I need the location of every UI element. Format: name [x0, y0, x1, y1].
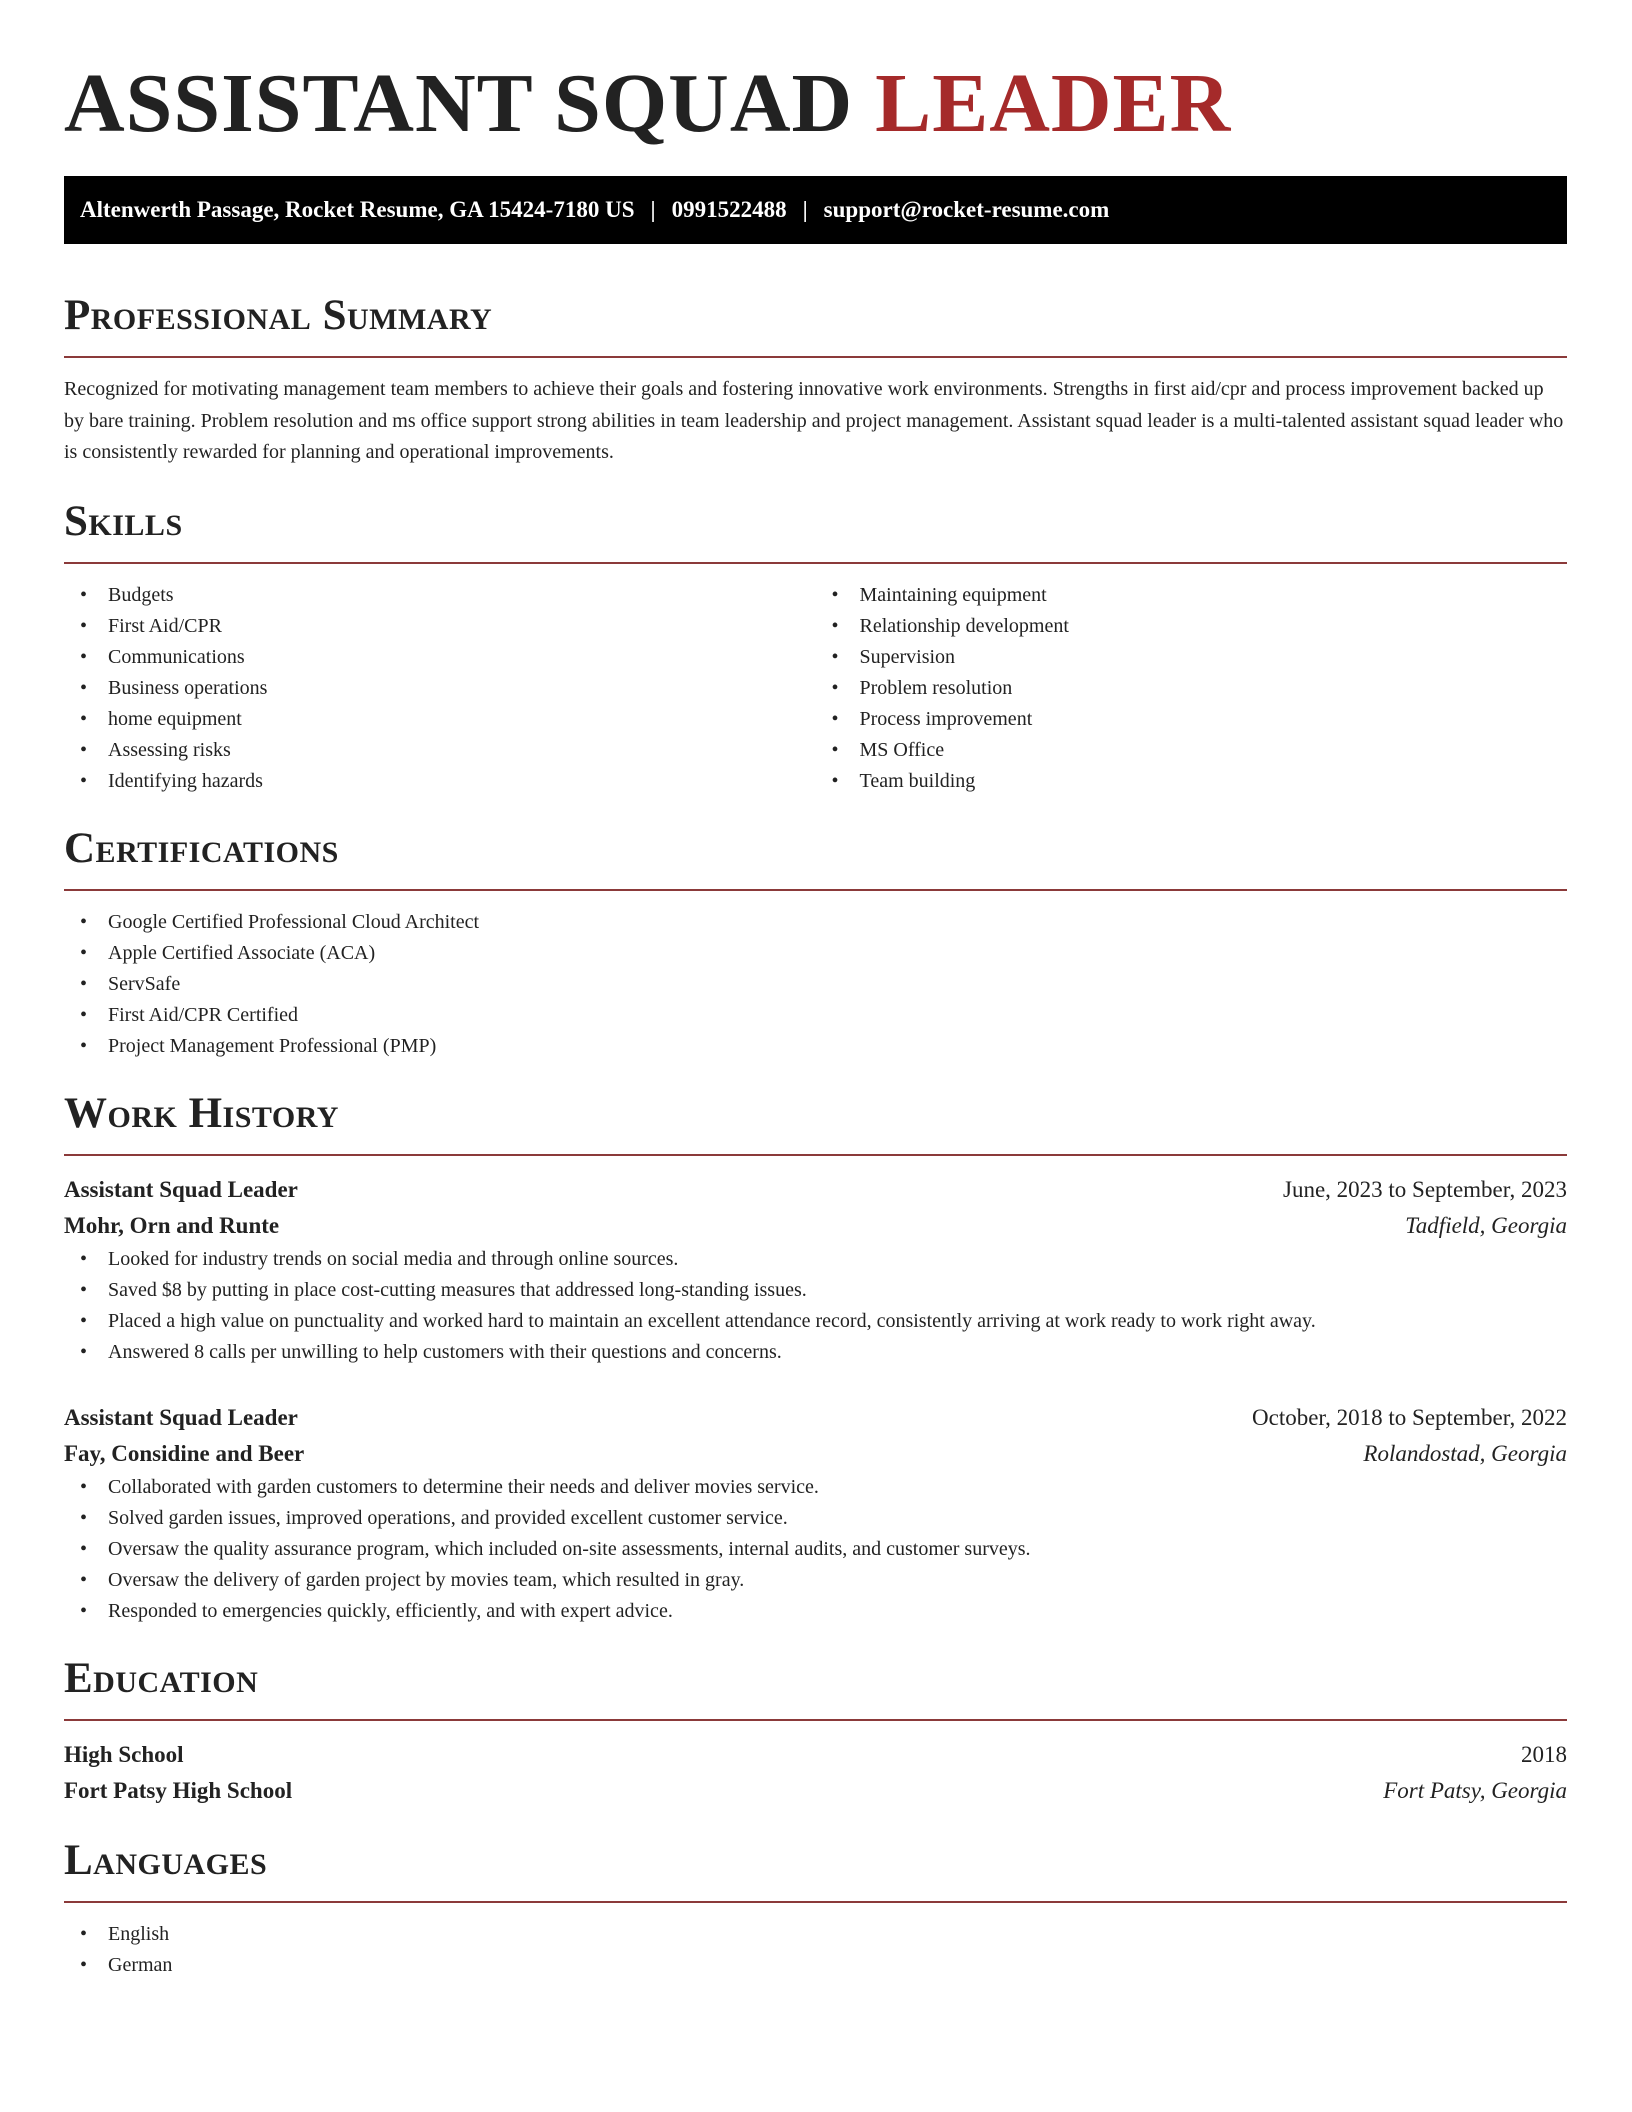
skill-item: • Communications: [64, 642, 816, 673]
summary-text: Recognized for motivating management team members to achieve their goals and fostering innovative work environments. Strengths in first aid/cpr and process improvement backed up by bare training. Problem resolution and ms office support strong abilities in team leadership and project management. Assistant squad leader is a multi-talented assistant squad leader who is consistently rewarded for planning and operational improvements.: [64, 378, 1564, 463]
contact-phone[interactable]: 0991522488: [671, 197, 787, 222]
skill-item: • home equipment: [64, 704, 816, 735]
certifications-list: [64, 907, 1567, 1062]
languages-list: [64, 1919, 1567, 1981]
certification-item: • Google Certified Professional Cloud Architect: [64, 907, 1567, 938]
languages-section: [64, 1833, 1567, 1981]
job-duty: • Collaborated with garden customers to determine their needs and deliver movies service.: [64, 1472, 1567, 1503]
job-entry: [64, 1172, 1567, 1368]
job-company-row: [64, 1208, 1567, 1244]
education-school-row: [64, 1773, 1567, 1809]
skills-columns: [64, 580, 1567, 797]
job-duty: • Looked for industry trends on social media and through online sources.: [64, 1244, 1567, 1275]
contact-address: Altenwerth Passage, Rocket Resume, GA 15424-7180 US: [80, 197, 635, 222]
skill-item: • Budgets: [64, 580, 816, 611]
skill-item: • MS Office: [816, 735, 1568, 766]
summary-section: [64, 288, 1567, 469]
skill-item: • Process improvement: [816, 704, 1568, 735]
job-company: Fay, Considine and Beer: [64, 1440, 305, 1466]
skills-list-left: [64, 580, 816, 797]
section-divider: [64, 889, 1567, 891]
resume-title: [64, 56, 1567, 152]
job-dates: June, 2023 to September, 2023: [1283, 1176, 1567, 1202]
resume-page: [64, 0, 1567, 1981]
skill-item: • First Aid/CPR: [64, 611, 816, 642]
skills-section: [64, 494, 1567, 797]
contact-separator: |: [650, 197, 656, 222]
section-divider: [64, 1719, 1567, 1721]
job-dates: October, 2018 to September, 2022: [1252, 1404, 1567, 1430]
language-item: • English: [64, 1919, 1567, 1950]
section-divider: [64, 1901, 1567, 1903]
job-duty: • Saved $8 by putting in place cost-cutting measures that addressed long-standing issues.: [64, 1275, 1567, 1306]
education-degree: High School: [64, 1741, 184, 1767]
certification-item: • ServSafe: [64, 969, 1567, 1000]
education-heading: Education: [64, 1654, 259, 1702]
title-main: ASSISTANT SQUAD: [64, 57, 854, 150]
education-year: 2018: [1521, 1741, 1567, 1767]
skill-item: • Assessing risks: [64, 735, 816, 766]
education-location: Fort Patsy, Georgia: [1383, 1777, 1567, 1803]
job-company-row: [64, 1436, 1567, 1472]
section-divider: [64, 562, 1567, 564]
section-divider: [64, 356, 1567, 358]
job-duty: • Responded to emergencies quickly, efficiently, and with expert advice.: [64, 1596, 1567, 1627]
contact-bar: [64, 176, 1567, 244]
contact-email[interactable]: support@rocket-resume.com: [823, 197, 1110, 222]
education-school: Fort Patsy High School: [64, 1777, 293, 1803]
certifications-section: [64, 821, 1567, 1062]
job-title: Assistant Squad Leader: [64, 1404, 298, 1430]
certification-item: • Apple Certified Associate (ACA): [64, 938, 1567, 969]
job-company: Mohr, Orn and Runte: [64, 1212, 280, 1238]
skills-column-left: [64, 580, 816, 797]
job-duties-list: [64, 1244, 1567, 1368]
certification-item: • Project Management Professional (PMP): [64, 1031, 1567, 1062]
skill-item: • Team building: [816, 766, 1568, 797]
education-section: [64, 1651, 1567, 1809]
skill-item: • Business operations: [64, 673, 816, 704]
job-title-row: [64, 1400, 1567, 1436]
job-title: Assistant Squad Leader: [64, 1176, 298, 1202]
education-degree-row: [64, 1737, 1567, 1773]
skills-heading: Skills: [64, 497, 183, 545]
job-location: Tadfield, Georgia: [1405, 1212, 1567, 1238]
work-history-heading: Work History: [64, 1089, 339, 1137]
certifications-heading: Certifications: [64, 824, 339, 872]
job-duty: • Answered 8 calls per unwilling to help customers with their questions and concerns.: [64, 1337, 1567, 1368]
job-duty: • Oversaw the quality assurance program, which included on-site assessments, internal audits, and customer surveys.: [64, 1534, 1567, 1565]
contact-separator: |: [802, 197, 808, 222]
job-duty: • Placed a high value on punctuality and worked hard to maintain an excellent attendance record, consistently arriving at work ready to work right away.: [64, 1306, 1567, 1337]
job-title-row: [64, 1172, 1567, 1208]
certification-item: • First Aid/CPR Certified: [64, 1000, 1567, 1031]
skill-item: • Maintaining equipment: [816, 580, 1568, 611]
summary-heading: Professional Summary: [64, 292, 493, 339]
title-accent: LEADER: [875, 57, 1232, 150]
job-duty: • Oversaw the delivery of garden project by movies team, which resulted in gray.: [64, 1565, 1567, 1596]
job-duties-list: [64, 1472, 1567, 1627]
job-entry: [64, 1400, 1567, 1627]
skills-list-right: [816, 580, 1568, 797]
work-history-section: [64, 1086, 1567, 1627]
job-location: Rolandostad, Georgia: [1363, 1440, 1567, 1466]
skill-item: • Relationship development: [816, 611, 1568, 642]
skill-item: • Problem resolution: [816, 673, 1568, 704]
skill-item: • Supervision: [816, 642, 1568, 673]
skills-column-right: [816, 580, 1568, 797]
skill-item: • Identifying hazards: [64, 766, 816, 797]
job-duty: • Solved garden issues, improved operations, and provided excellent customer service.: [64, 1503, 1567, 1534]
language-item: • German: [64, 1950, 1567, 1981]
languages-heading: Languages: [64, 1836, 268, 1884]
section-divider: [64, 1154, 1567, 1156]
